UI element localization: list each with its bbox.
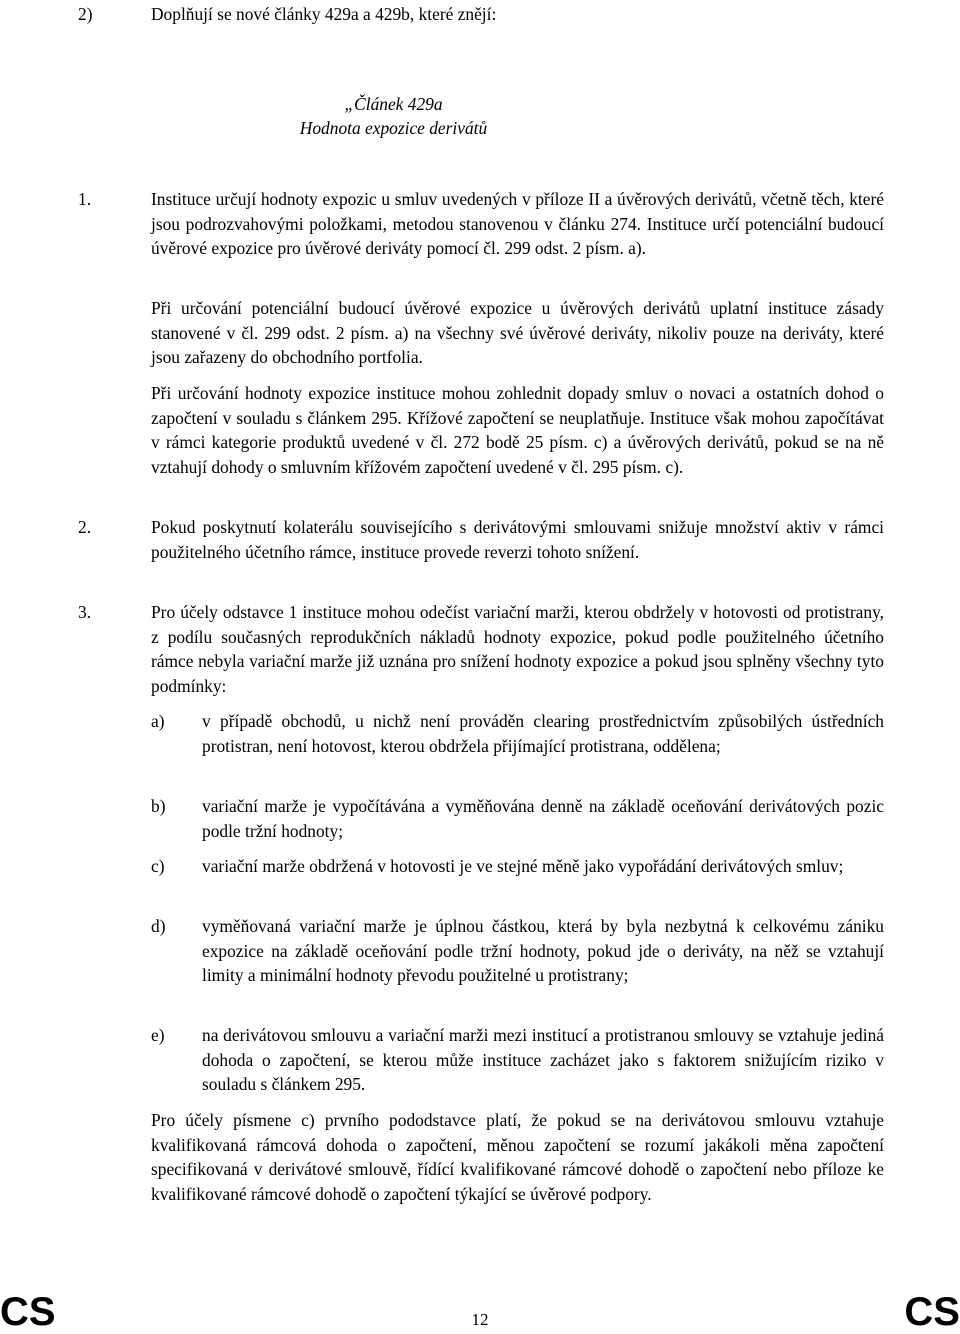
list-item-label: b): [151, 796, 166, 816]
page-number: 12: [471, 1310, 489, 1329]
list-item-label: d): [151, 916, 166, 936]
paragraph-1-text: Instituce určují hodnoty expozic u smluv uvedených v příloze II a úvěrových derivátů, včetně těch, které jsou podrozvahovými položkami, metodou stanovenou v článku 274. Instituce určí potenciální budoucí úvěrové expozice pro úvěrové deriváty pomocí čl. 299 odst. 2 písm. a).: [151, 189, 884, 258]
paragraph-3-text: Pro účely odstavce 1 instituce mohou odečíst variační marži, kterou obdržely v hotovosti od protistrany, z podílu současných reprodukčních nákladů hodnoty expozice, pokud podle použitelného účetního rámce nebyla variační marže již uznána pro snížení hodnoty expozice a pokud jsou splněny všechny tyto podmínky:: [151, 602, 884, 696]
list-item-text: variační marže obdržená v hotovosti je ve stejné měně jako vypořádání derivátových smluv;: [202, 856, 844, 876]
paragraph-number-3: 3.: [78, 602, 92, 622]
article-title: „Článek 429a: [344, 94, 443, 114]
list-item-label: c): [151, 856, 165, 876]
paragraph-number-1: 1.: [78, 189, 92, 209]
list-item-text: v případě obchodů, u nichž není prováděn clearing prostřednictvím způsobilých ústředních protistran, není hotovost, kterou obdržela přijímající protistrana, oddělena;: [202, 711, 884, 756]
footer-language-right: CS: [904, 1290, 960, 1334]
list-item-text: variační marže je vypočítávána a vyměňována denně na základě oceňování derivátových pozic podle tržní hodnoty;: [202, 796, 884, 841]
amendment-intro: Doplňují se nové články 429a a 429b, které znějí:: [151, 4, 497, 24]
paragraph-1-subparagraph-2: Při určování potenciální budoucí úvěrové expozice u úvěrových derivátů uplatní instituce zásady stanovené v čl. 299 odst. 2 písm. a) na všechny své úvěrové deriváty, nikoliv pouze na deriváty, které jsou zařazeny do obchodního portfolia.: [151, 298, 884, 367]
list-item-label: a): [151, 711, 165, 731]
footer-language-left: CS: [0, 1290, 56, 1334]
paragraph-2-text: Pokud poskytnutí kolaterálu souvisejícího s derivátovými smlouvami snižuje množství aktiv v rámci použitelného účetního rámce, instituce provede reverzi tohoto snížení.: [151, 517, 884, 562]
article-subtitle: Hodnota expozice derivátů: [299, 118, 488, 138]
paragraph-1-subparagraph-3: Při určování hodnoty expozice instituce mohou zohlednit dopady smluv o novaci a ostatních dohod o započtení v souladu s článkem 295. Křížové započtení se neuplatňuje. Instituce však mohou započítávat v rámci kategorie produktů uvedené v čl. 272 bodě 25 písm. c) a úvěrových derivátů, pokud se na ně vztahují dohody o smluvním křížovém započtení uvedené v čl. 295 písm. c).: [151, 383, 884, 477]
amendment-number: 2): [78, 4, 93, 24]
list-item-label: e): [151, 1025, 165, 1045]
list-item-text: na derivátovou smlouvu a variační marži mezi institucí a protistranou smlouvy se vztahuje jediná dohoda o započtení, se kterou může instituce zacházet jako s faktorem snižujícím riziko v souladu s článkem 295.: [202, 1025, 884, 1094]
paragraph-3-closing: Pro účely písmene c) prvního pododstavce platí, že pokud se na derivátovou smlouvu vztahuje kvalifikovaná rámcová dohoda o započtení, měnou započtení se rozumí jakákoli měna započtení specifikovaná v derivátové smlouvě, řídící kvalifikované rámcové dohodě o započtení nebo příloze ke kvalifikované rámcové dohodě o započtení týkající se úvěrové podpory.: [151, 1110, 884, 1204]
paragraph-number-2: 2.: [78, 517, 92, 537]
list-item-text: vyměňovaná variační marže je úplnou částkou, která by byla nezbytná k celkovému zániku expozice na základě oceňování podle tržní hodnoty, pokud jde o deriváty, na něž se vztahují limity a minimální hodnoty převodu použitelné u protistrany;: [202, 916, 884, 985]
